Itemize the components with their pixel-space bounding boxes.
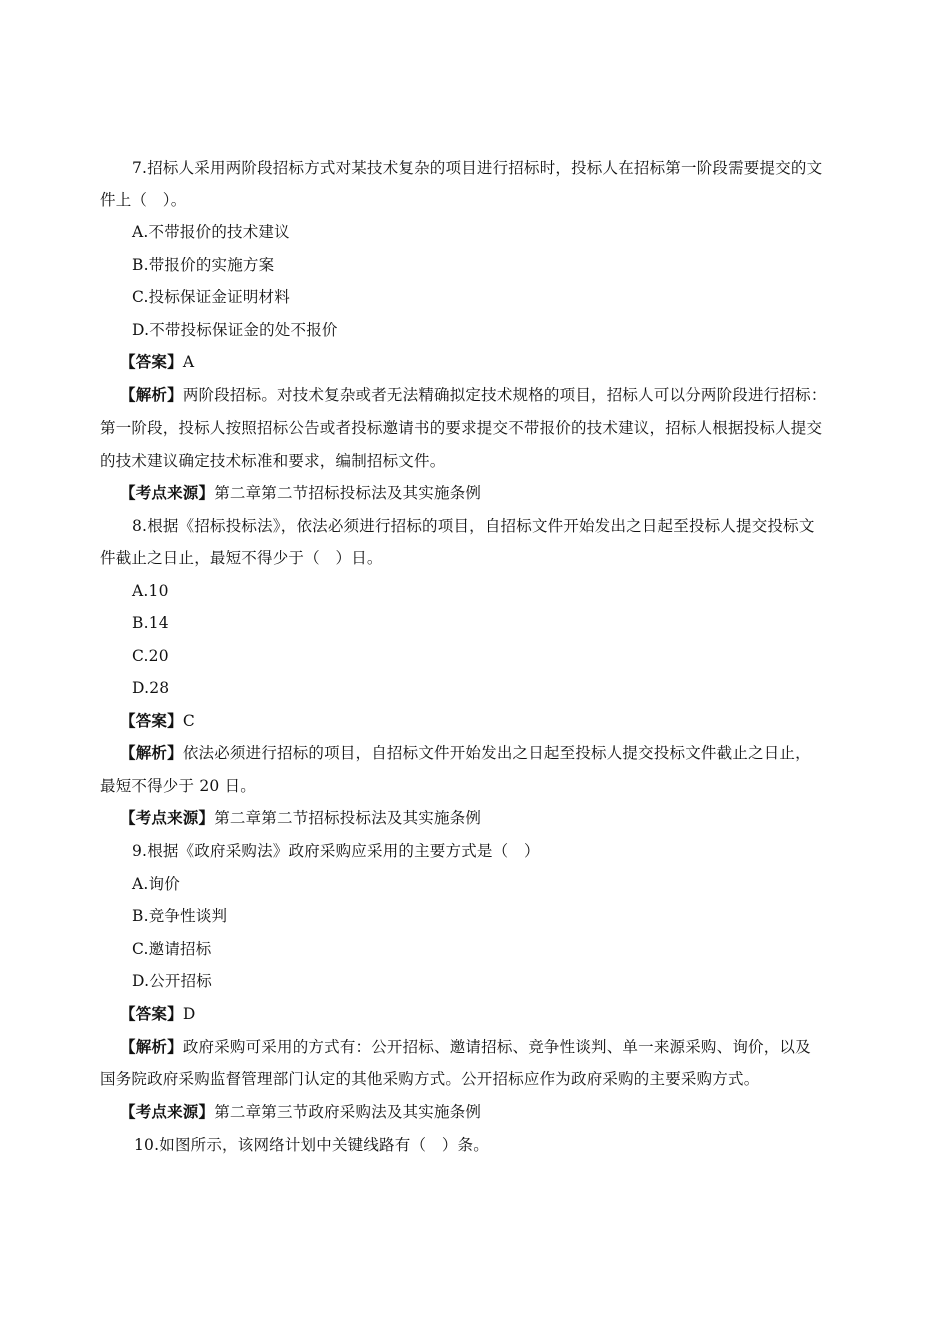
analysis-text: 政府采购可采用的方式有：公开招标、邀请招标、竞争性谈判、单一来源采购、询价，以及: [182, 1038, 811, 1056]
question-8-answer: [120, 711, 195, 731]
question-7-option-c: C.投标保证金证明材料: [132, 288, 290, 306]
question-8-analysis: [120, 743, 811, 763]
question-7-stem: 7.招标人采用两阶段招标方式对某技术复杂的项目进行招标时，投标人在招标第一阶段需要提交的文: [132, 159, 823, 177]
answer-tag: 【答案】: [120, 1004, 183, 1023]
question-9-option-d: D.公开招标: [132, 972, 213, 990]
question-9-stem: 9.根据《政府采购法》政府采购应采用的主要方式是（ ）: [132, 842, 540, 860]
question-9-option-c: C.邀请招标: [132, 940, 212, 958]
question-7-source: [120, 483, 481, 503]
question-9-analysis-cont: 国务院政府采购监督管理部门认定的其他采购方式。公开招标应作为政府采购的主要采购方式。: [100, 1070, 760, 1088]
answer-value: A: [182, 353, 195, 371]
question-8-option-a: A.10: [132, 582, 169, 600]
question-8-option-d: D.28: [132, 679, 170, 697]
question-10-stem: 10.如图所示，该网络计划中关键线路有（ ）条。: [134, 1136, 489, 1154]
answer-value: D: [182, 1005, 196, 1023]
question-9-option-b: B.竞争性谈判: [132, 907, 228, 925]
question-7-analysis-cont: 第一阶段，投标人按照招标公告或者投标邀请书的要求提交不带报价的技术建议，招标人根据投标人提交: [100, 419, 823, 437]
question-7-stem-cont: 件上（ ）。: [100, 191, 187, 209]
analysis-tag: 【解析】: [120, 743, 183, 762]
question-8-analysis-cont: 最短不得少于 20 日。: [100, 777, 256, 795]
source-text: 第二章第三节政府采购法及其实施条例: [214, 1103, 482, 1121]
question-8-option-b: B.14: [132, 614, 169, 632]
question-9-option-a: A.询价: [132, 875, 180, 893]
question-7-option-d: D.不带投标保证金的处不报价: [132, 321, 338, 339]
question-7-analysis: [120, 385, 827, 405]
question-8-stem: 8.根据《招标投标法》，依法必须进行招标的项目，自招标文件开始发出之日起至投标人提交投标文: [132, 517, 815, 535]
source-tag: 【考点来源】: [120, 1102, 215, 1121]
source-tag: 【考点来源】: [120, 483, 215, 502]
analysis-text: 依法必须进行招标的项目，自招标文件开始发出之日起至投标人提交投标文件截止之日止，: [182, 744, 811, 762]
question-7-answer: [120, 352, 194, 372]
source-text: 第二章第二节招标投标法及其实施条例: [214, 484, 482, 502]
analysis-tag: 【解析】: [120, 385, 183, 404]
question-8-stem-cont: 件截止之日止，最短不得少于（ ）日。: [100, 549, 383, 567]
answer-tag: 【答案】: [120, 711, 183, 730]
analysis-text: 两阶段招标。对技术复杂或者无法精确拟定技术规格的项目，招标人可以分两阶段进行招标：: [182, 386, 827, 404]
source-tag: 【考点来源】: [120, 808, 215, 827]
source-text: 第二章第二节招标投标法及其实施条例: [214, 809, 482, 827]
question-7-analysis-cont: 的技术建议确定技术标准和要求，编制招标文件。: [100, 452, 446, 470]
answer-value: C: [182, 712, 195, 730]
question-8-option-c: C.20: [132, 647, 169, 665]
question-9-source: [120, 1102, 481, 1122]
analysis-tag: 【解析】: [120, 1037, 183, 1056]
answer-tag: 【答案】: [120, 352, 183, 371]
question-7-option-b: B.带报价的实施方案: [132, 256, 275, 274]
question-9-answer: [120, 1004, 195, 1024]
question-7-option-a: A.不带报价的技术建议: [132, 223, 290, 241]
question-9-analysis: [120, 1037, 811, 1057]
question-8-source: [120, 808, 481, 828]
